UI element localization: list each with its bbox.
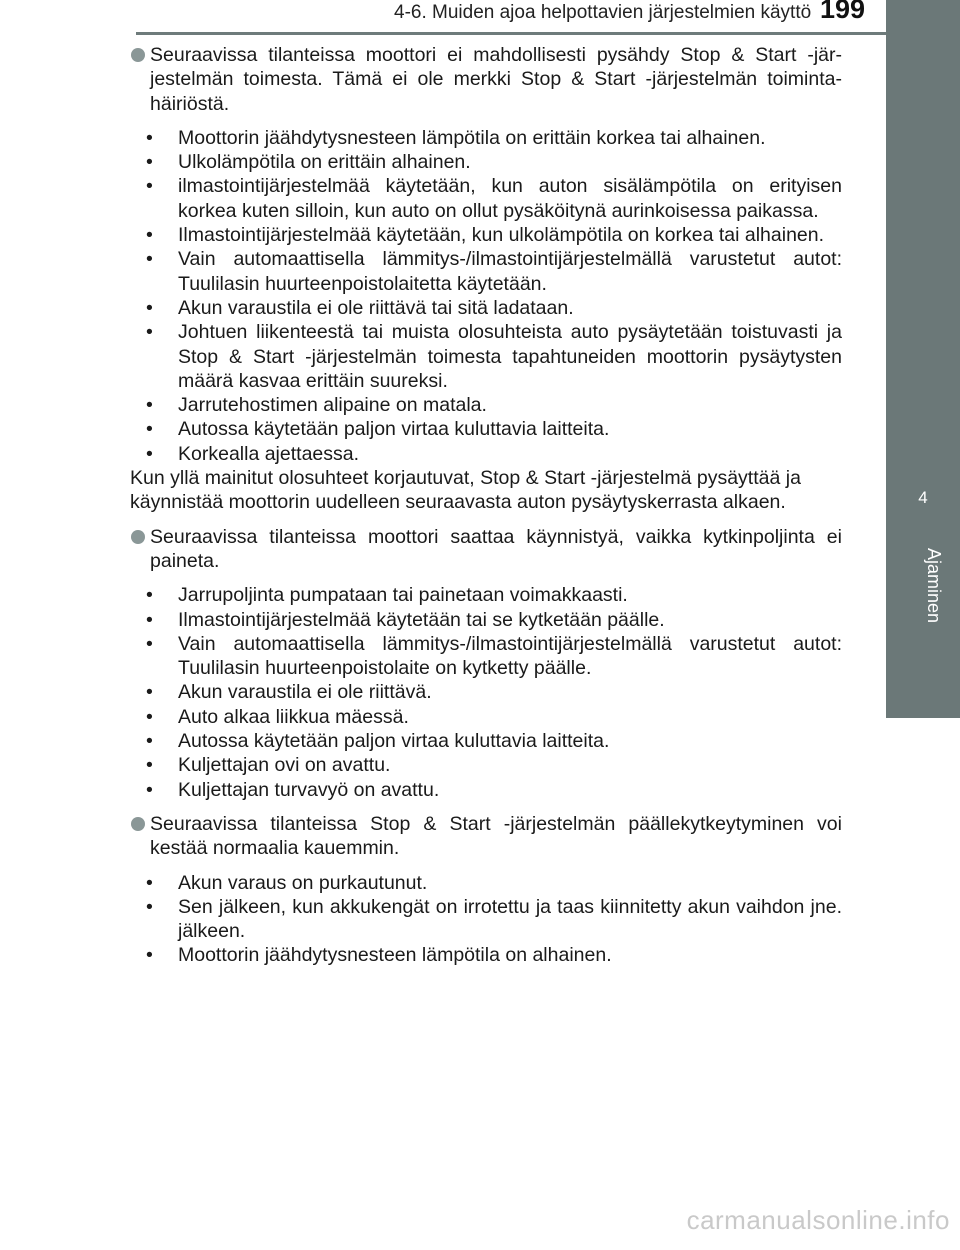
section-intro: Seuraavissa tilanteissa moottori ei mahdollisesti pysähdy Stop & Start -järjestelmän toimesta. Tämä ei ole merkki Stop & Start -järjestelmän toimintahäiriöstä. [130,43,842,116]
side-tab-upper [886,0,960,450]
condition-list [130,871,842,968]
list-item: • Kuljettajan ovi on avattu. [146,754,391,777]
section-intro: Seuraavissa tilanteissa Stop & Start -järjestelmän päällekytkeytyminen voi kestää normaalia kauemmin. [130,812,842,861]
list-item: • Ilmastointijärjestelmää käytetään tai se kytketään päälle. [146,608,665,631]
condition-list [130,126,842,466]
list-item: • Autossa käytetään paljon virtaa kuluttavia laitteita. [146,418,610,441]
list-item: • Sen jälkeen, kun akkukengät on irrotettu ja taas kiinnitetty akun vaihdon jne. jälkeen. [146,895,842,943]
list-item: • Autossa käytetään paljon virtaa kuluttavia laitteita. [146,730,610,753]
header-divider [136,32,944,35]
chapter-number: 4 [918,488,928,507]
page-number: 199 [820,0,866,24]
list-item: • Korkealla ajettaessa. [146,442,360,465]
list-item: • Ulkolämpötila on erittäin alhainen. [146,151,471,174]
bullet-circle-icon [131,530,145,544]
list-item: • Johtuen liikenteestä tai muista olosuhteista auto pysäytetään toistuvasti ja Stop & Start -järjestelmän toimesta tapahtuneiden moottorin pysäytysten määrä kasvaa erittäin suureksi. [146,321,842,392]
list-item: • Akun varaustila ei ole riittävä tai sitä ladataan. [146,296,574,319]
list-item: • Vain automaattisella lämmitys-/ilmastointijärjestelmällä varustetut autot: Tuulilasin huurteenpoistolaite on kytketty päälle. [146,632,842,680]
list-item: • Vain automaattisella lämmitys-/ilmastointijärjestelmällä varustetut autot: Tuulilasin huurteenpoistolaitetta käytetään. [146,248,842,295]
section-restart [130,525,842,802]
watermark: carmanualsonline.info [686,1205,950,1235]
section-title: 4-6. Muiden ajoa helpottavien järjestelmien käyttö [394,2,812,23]
list-item: • Auto alkaa liikkua mäessä. [146,705,409,728]
list-item: • ilmastointijärjestelmää käytetään, kun auton sisälämpötila on erityisen korkea kuten silloin, kun auto on ollut pysäköitynä aurinkoisessa paikassa. [146,175,842,222]
bullet-circle-icon [131,48,145,62]
section-delayed-activation [130,812,842,968]
list-item: • Akun varaustila ei ole riittävä. [146,681,432,704]
section-no-stop [130,43,842,515]
list-item: • Moottorin jäähdytysnesteen lämpötila on erittäin korkea tai alhainen. [146,126,766,149]
bullet-circle-icon [131,817,145,831]
chapter-tab [886,448,960,718]
chapter-label: Ajaminen [924,548,944,624]
list-item: • Akun varaus on purkautunut. [146,871,428,894]
main-content [130,43,842,978]
list-item: • Kuljettajan turvavyö on avattu. [146,778,440,801]
condition-list [130,583,842,802]
section-intro: Seuraavissa tilanteissa moottori saattaa käynnistyä, vaikka kytkinpoljinta ei paineta. [130,525,842,574]
list-item: • Moottorin jäähdytysnesteen lämpötila on alhainen. [146,944,612,967]
list-item: • Jarrutehostimen alipaine on matala. [146,394,487,417]
list-item: • Ilmastointijärjestelmää käytetään, kun ulkolämpötila on korkea tai alhainen. [146,224,825,247]
list-item: • Jarrupoljinta pumpataan tai painetaan voimakkaasti. [146,584,628,607]
section-note: Kun yllä mainitut olosuhteet korjautuvat, Stop & Start -järjestelmä pysäyttää ja käynnistää moottorin uudelleen seuraavasta auton pysäytyskerrasta alkaen. [130,467,801,514]
